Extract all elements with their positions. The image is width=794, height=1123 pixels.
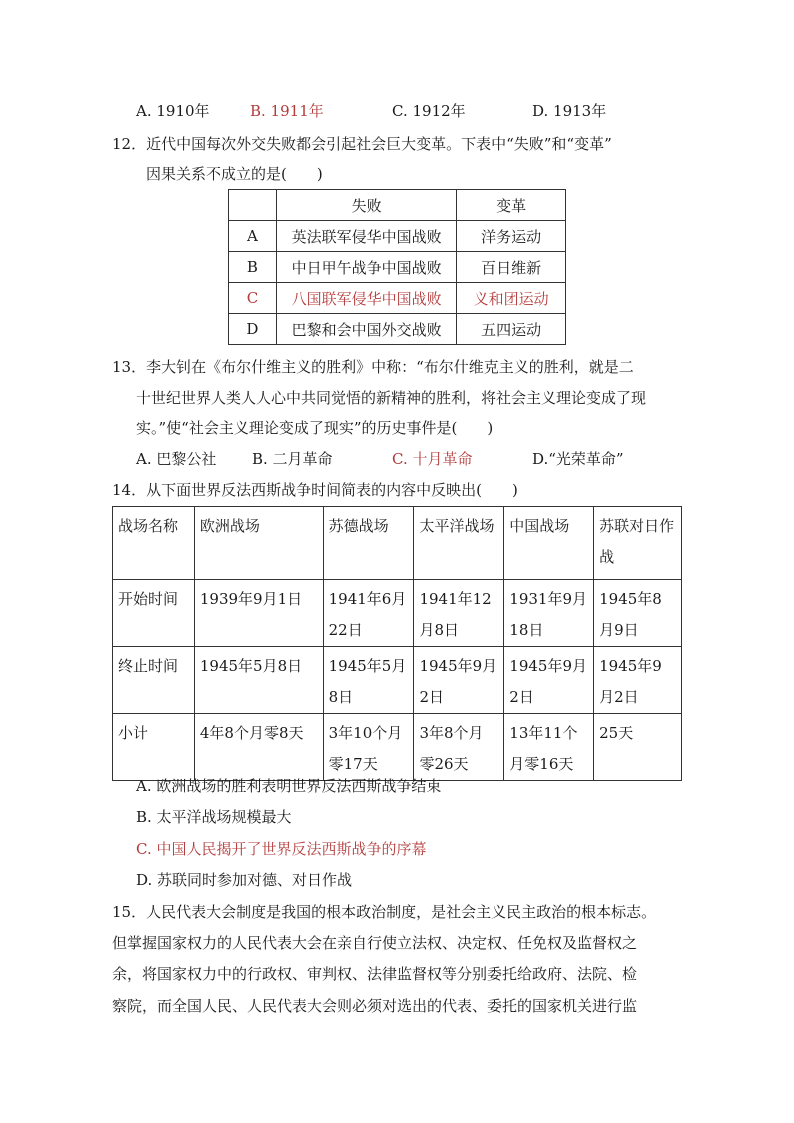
row-reform: 洋务运动 [457,221,566,252]
table-row [113,580,682,647]
table-cell: 终止时间 [113,647,195,714]
q14-option-b[interactable]: B. 太平洋战场规模最大 [136,808,292,826]
q13-option-b[interactable]: B. 二月革命 [252,450,333,468]
table-cell: 1945年9月2日 [414,647,504,714]
q13-stem-line2: 十世纪世界人类人人心中共同觉悟的新精神的胜利，将社会主义理论变成了现 [136,389,647,407]
q15-line3: 余，将国家权力中的行政权、审判权、法律监督权等分别委托给政府、法院、检 [112,965,638,983]
q15-line4: 察院，而全国人民、人民代表大会则必须对选出的代表、委托的国家机关进行监 [112,997,638,1015]
row-letter: D [229,314,277,345]
table-header-cell: 太平洋战场 [414,507,504,580]
row-failure: 英法联军侵华中国战败 [276,221,456,252]
table-header-cell: 失败 [276,190,456,221]
q15-line2: 但掌握国家权力的人民代表大会在亲自行使立法权、决定权、任免权及监督权之 [112,934,638,952]
table-header-row [229,190,566,221]
table-row[interactable] [229,252,566,283]
q12-table [228,189,566,345]
q11-option-c[interactable]: C. 1912年 [392,102,466,120]
table-cell: 25天 [594,714,682,781]
q12-stem-line2: 因果关系不成立的是( ) [146,165,323,183]
table-row-answer[interactable] [229,283,566,314]
q13-stem-line1: 13．李大钊在《布尔什维主义的胜利》中称：“布尔什维克主义的胜利，就是二 [112,358,634,376]
q15-line1: 15．人民代表大会制度是我国的根本政治制度，是社会主义民主政治的根本标志。 [112,903,657,921]
table-header-cell: 变革 [457,190,566,221]
table-header-cell: 苏联对日作战 [594,507,682,580]
table-row [113,647,682,714]
table-header-cell: 中国战场 [504,507,594,580]
table-cell: 1945年8月9日 [594,580,682,647]
table-cell: 4年8个月零8天 [194,714,323,781]
table-cell: 3年8个月零26天 [414,714,504,781]
row-letter: C [229,283,277,314]
q14-table [112,506,682,781]
q13-stem-line3: 实。”使“社会主义理论变成了现实”的历史事件是( ) [136,419,494,437]
row-failure: 八国联军侵华中国战败 [276,283,456,314]
table-header-cell: 苏德战场 [323,507,414,580]
q14-option-a[interactable]: A. 欧洲战场的胜利表明世界反法西斯战争结束 [136,777,442,795]
table-cell: 小计 [113,714,195,781]
row-reform: 百日维新 [457,252,566,283]
q13-option-d[interactable]: D.“光荣革命” [532,450,624,468]
row-failure: 巴黎和会中国外交战败 [276,314,456,345]
table-row [113,714,682,781]
table-row[interactable] [229,314,566,345]
table-header-row [113,507,682,580]
q14-option-d[interactable]: D. 苏联同时参加对德、对日作战 [136,871,353,889]
q11-option-b[interactable]: B. 1911年 [250,102,324,120]
row-letter: A [229,221,277,252]
table-cell: 1945年5月8日 [323,647,414,714]
q12-stem-line1: 12．近代中国每次外交失败都会引起社会巨大变革。下表中“失败”和“变革” [112,135,612,153]
table-cell: 1941年12月8日 [414,580,504,647]
table-header-cell: 欧洲战场 [194,507,323,580]
table-header-cell [229,190,277,221]
table-cell: 1939年9月1日 [194,580,323,647]
table-cell: 1941年6月22日 [323,580,414,647]
row-failure: 中日甲午战争中国战败 [276,252,456,283]
row-reform: 义和团运动 [457,283,566,314]
table-cell: 1945年9月2日 [594,647,682,714]
q13-option-a[interactable]: A. 巴黎公社 [136,450,217,468]
q14-option-c[interactable]: C. 中国人民揭开了世界反法西斯战争的序幕 [136,840,427,858]
table-cell: 1945年5月8日 [194,647,323,714]
table-cell: 1945年9月2日 [504,647,594,714]
q11-option-a[interactable]: A. 1910年 [136,102,210,120]
table-header-cell: 战场名称 [113,507,195,580]
table-cell: 13年11个月零16天 [504,714,594,781]
row-reform: 五四运动 [457,314,566,345]
table-cell: 开始时间 [113,580,195,647]
row-letter: B [229,252,277,283]
q13-option-c[interactable]: C. 十月革命 [392,450,473,468]
table-cell: 1931年9月18日 [504,580,594,647]
table-row[interactable] [229,221,566,252]
table-cell: 3年10个月零17天 [323,714,414,781]
q11-option-d[interactable]: D. 1913年 [532,102,607,120]
q14-stem: 14．从下面世界反法西斯战争时间简表的内容中反映出( ) [112,481,518,499]
